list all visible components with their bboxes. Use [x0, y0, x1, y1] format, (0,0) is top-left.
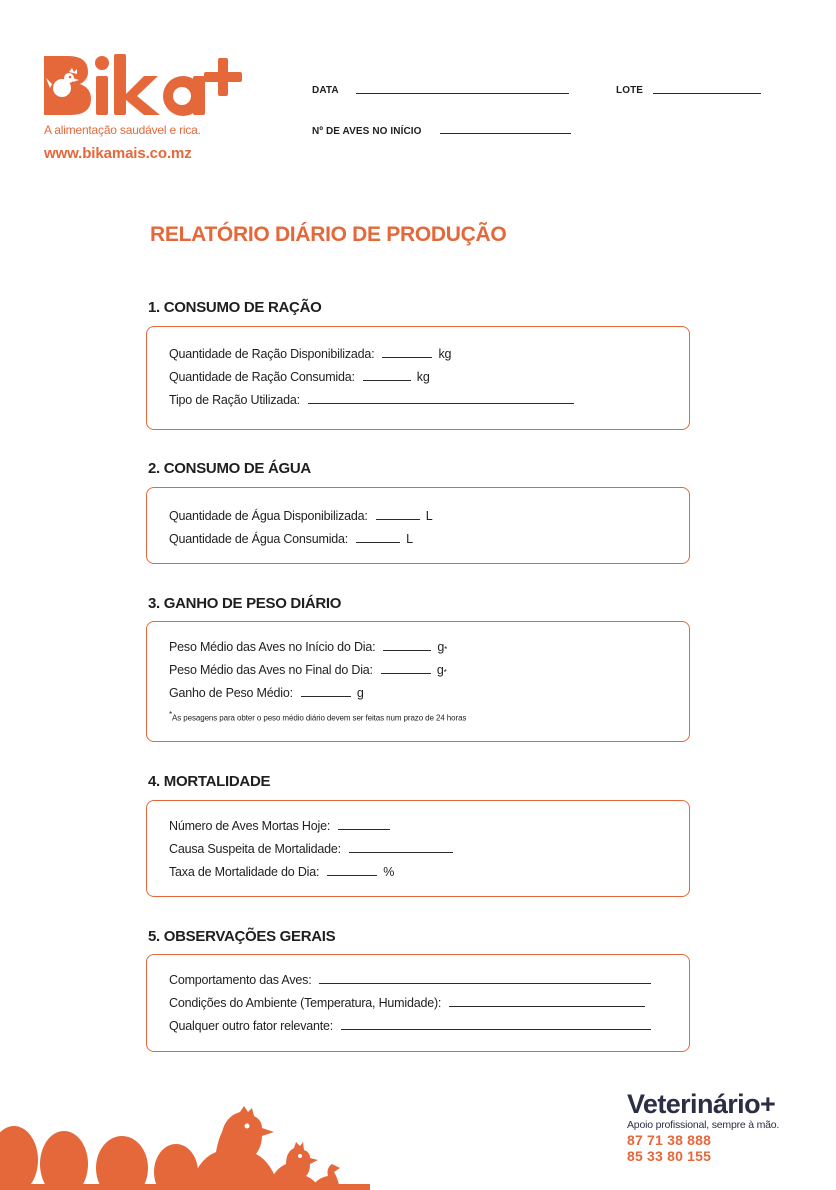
obs-other-label: Qualquer outro fator relevante:: [169, 1019, 334, 1033]
chickens-eggs-illustration: [0, 1098, 380, 1190]
mortality-dead-field[interactable]: [338, 829, 390, 830]
date-label: DATA: [312, 85, 339, 96]
weight-end-asterisk: *: [443, 668, 447, 677]
water-available-field[interactable]: [376, 519, 420, 520]
mortality-dead-label: Número de Aves Mortas Hoje:: [169, 819, 331, 833]
feed-consumed-row: [169, 370, 430, 384]
water-consumed-field[interactable]: [356, 542, 400, 543]
weight-gain-field[interactable]: [301, 696, 351, 697]
phone-1[interactable]: 87 71 38 888: [627, 1132, 712, 1148]
section-mortality-title: 4. MORTALIDADE: [148, 773, 271, 790]
mortality-cause-field[interactable]: [349, 852, 453, 853]
weight-note-asterisk: *: [169, 710, 173, 719]
feed-available-row: [169, 347, 451, 361]
vet-tagline: Apoio profissional, sempre à mão.: [627, 1119, 780, 1131]
obs-environment-label: Condições do Ambiente (Temperatura, Humidade):: [169, 996, 442, 1010]
feed-type-label: Tipo de Ração Utilizada:: [169, 393, 300, 407]
feed-available-unit: kg: [438, 347, 452, 361]
feed-type-row: [169, 393, 580, 407]
weight-start-asterisk: *: [444, 645, 448, 654]
water-consumed-unit: L: [406, 532, 413, 546]
brand-tagline: A alimentação saudável e rica.: [44, 123, 201, 137]
obs-behaviour-field[interactable]: [319, 983, 651, 984]
obs-other-field[interactable]: [341, 1029, 651, 1030]
mortality-rate-row: [169, 865, 394, 879]
weight-end-unit: g: [436, 663, 444, 677]
weight-note-text: As pesagens para obter o peso médio diário devem ser feitas num prazo de 24 horas: [172, 713, 467, 723]
weight-start-row: [169, 640, 447, 654]
weight-gain-label: Ganho de Peso Médio:: [169, 686, 293, 700]
feed-consumed-unit: kg: [416, 370, 430, 384]
weight-start-field[interactable]: [383, 650, 431, 651]
feed-available-label: Quantidade de Ração Disponibilizada:: [169, 347, 375, 361]
weight-start-unit: g: [437, 640, 445, 654]
section-water-title: 2. CONSUMO DE ÁGUA: [148, 460, 311, 477]
obs-environment-field[interactable]: [449, 1006, 645, 1007]
birds-start-field[interactable]: [440, 133, 571, 134]
mortality-dead-row: [169, 819, 396, 833]
feed-consumed-field[interactable]: [363, 380, 411, 381]
bika-logo: [40, 52, 245, 120]
mortality-cause-row: [169, 842, 459, 856]
lot-field[interactable]: [653, 93, 761, 94]
obs-behaviour-label: Comportamento das Aves:: [169, 973, 312, 987]
water-available-row: [169, 509, 432, 523]
section-weight-title: 3. GANHO DE PESO DIÁRIO: [148, 595, 342, 612]
mortality-rate-unit: %: [383, 865, 395, 879]
section-feed-title: 1. CONSUMO DE RAÇÃO: [148, 299, 322, 316]
obs-behaviour-row: [169, 973, 657, 987]
feed-type-field[interactable]: [308, 403, 574, 404]
mortality-cause-label: Causa Suspeita de Mortalidade:: [169, 842, 341, 856]
section-observations-title: 5. OBSERVAÇÕES GERAIS: [148, 928, 336, 945]
vet-title: Veterinário+: [627, 1089, 776, 1119]
water-available-label: Quantidade de Água Disponibilizada:: [169, 509, 368, 523]
water-consumed-row: [169, 532, 413, 546]
weight-end-field[interactable]: [381, 673, 431, 674]
report-title: RELATÓRIO DIÁRIO DE PRODUÇÃO: [150, 223, 507, 246]
water-consumed-label: Quantidade de Água Consumida:: [169, 532, 349, 546]
obs-other-row: [169, 1019, 657, 1033]
weight-gain-row: [169, 686, 364, 700]
section-water-box: [146, 487, 690, 564]
weight-start-label: Peso Médio das Aves no Início do Dia:: [169, 640, 376, 654]
feed-available-field[interactable]: [382, 357, 432, 358]
feed-consumed-label: Quantidade de Ração Consumida:: [169, 370, 355, 384]
date-field[interactable]: [356, 93, 569, 94]
weight-gain-unit: g: [356, 686, 364, 700]
weight-end-label: Peso Médio das Aves no Final do Dia:: [169, 663, 373, 677]
mortality-rate-field[interactable]: [327, 875, 377, 876]
birds-start-label: Nº DE AVES NO INÍCIO: [312, 126, 422, 137]
weight-end-row: [169, 663, 447, 677]
website-link[interactable]: www.bikamais.co.mz: [44, 145, 192, 162]
phone-2[interactable]: 85 33 80 155: [627, 1148, 712, 1164]
weight-note: [169, 710, 466, 723]
water-available-unit: L: [425, 509, 433, 523]
obs-environment-row: [169, 996, 651, 1010]
egg-1: [0, 1126, 38, 1190]
lot-label: LOTE: [616, 85, 644, 96]
mortality-rate-label: Taxa de Mortalidade do Dia:: [169, 865, 320, 879]
